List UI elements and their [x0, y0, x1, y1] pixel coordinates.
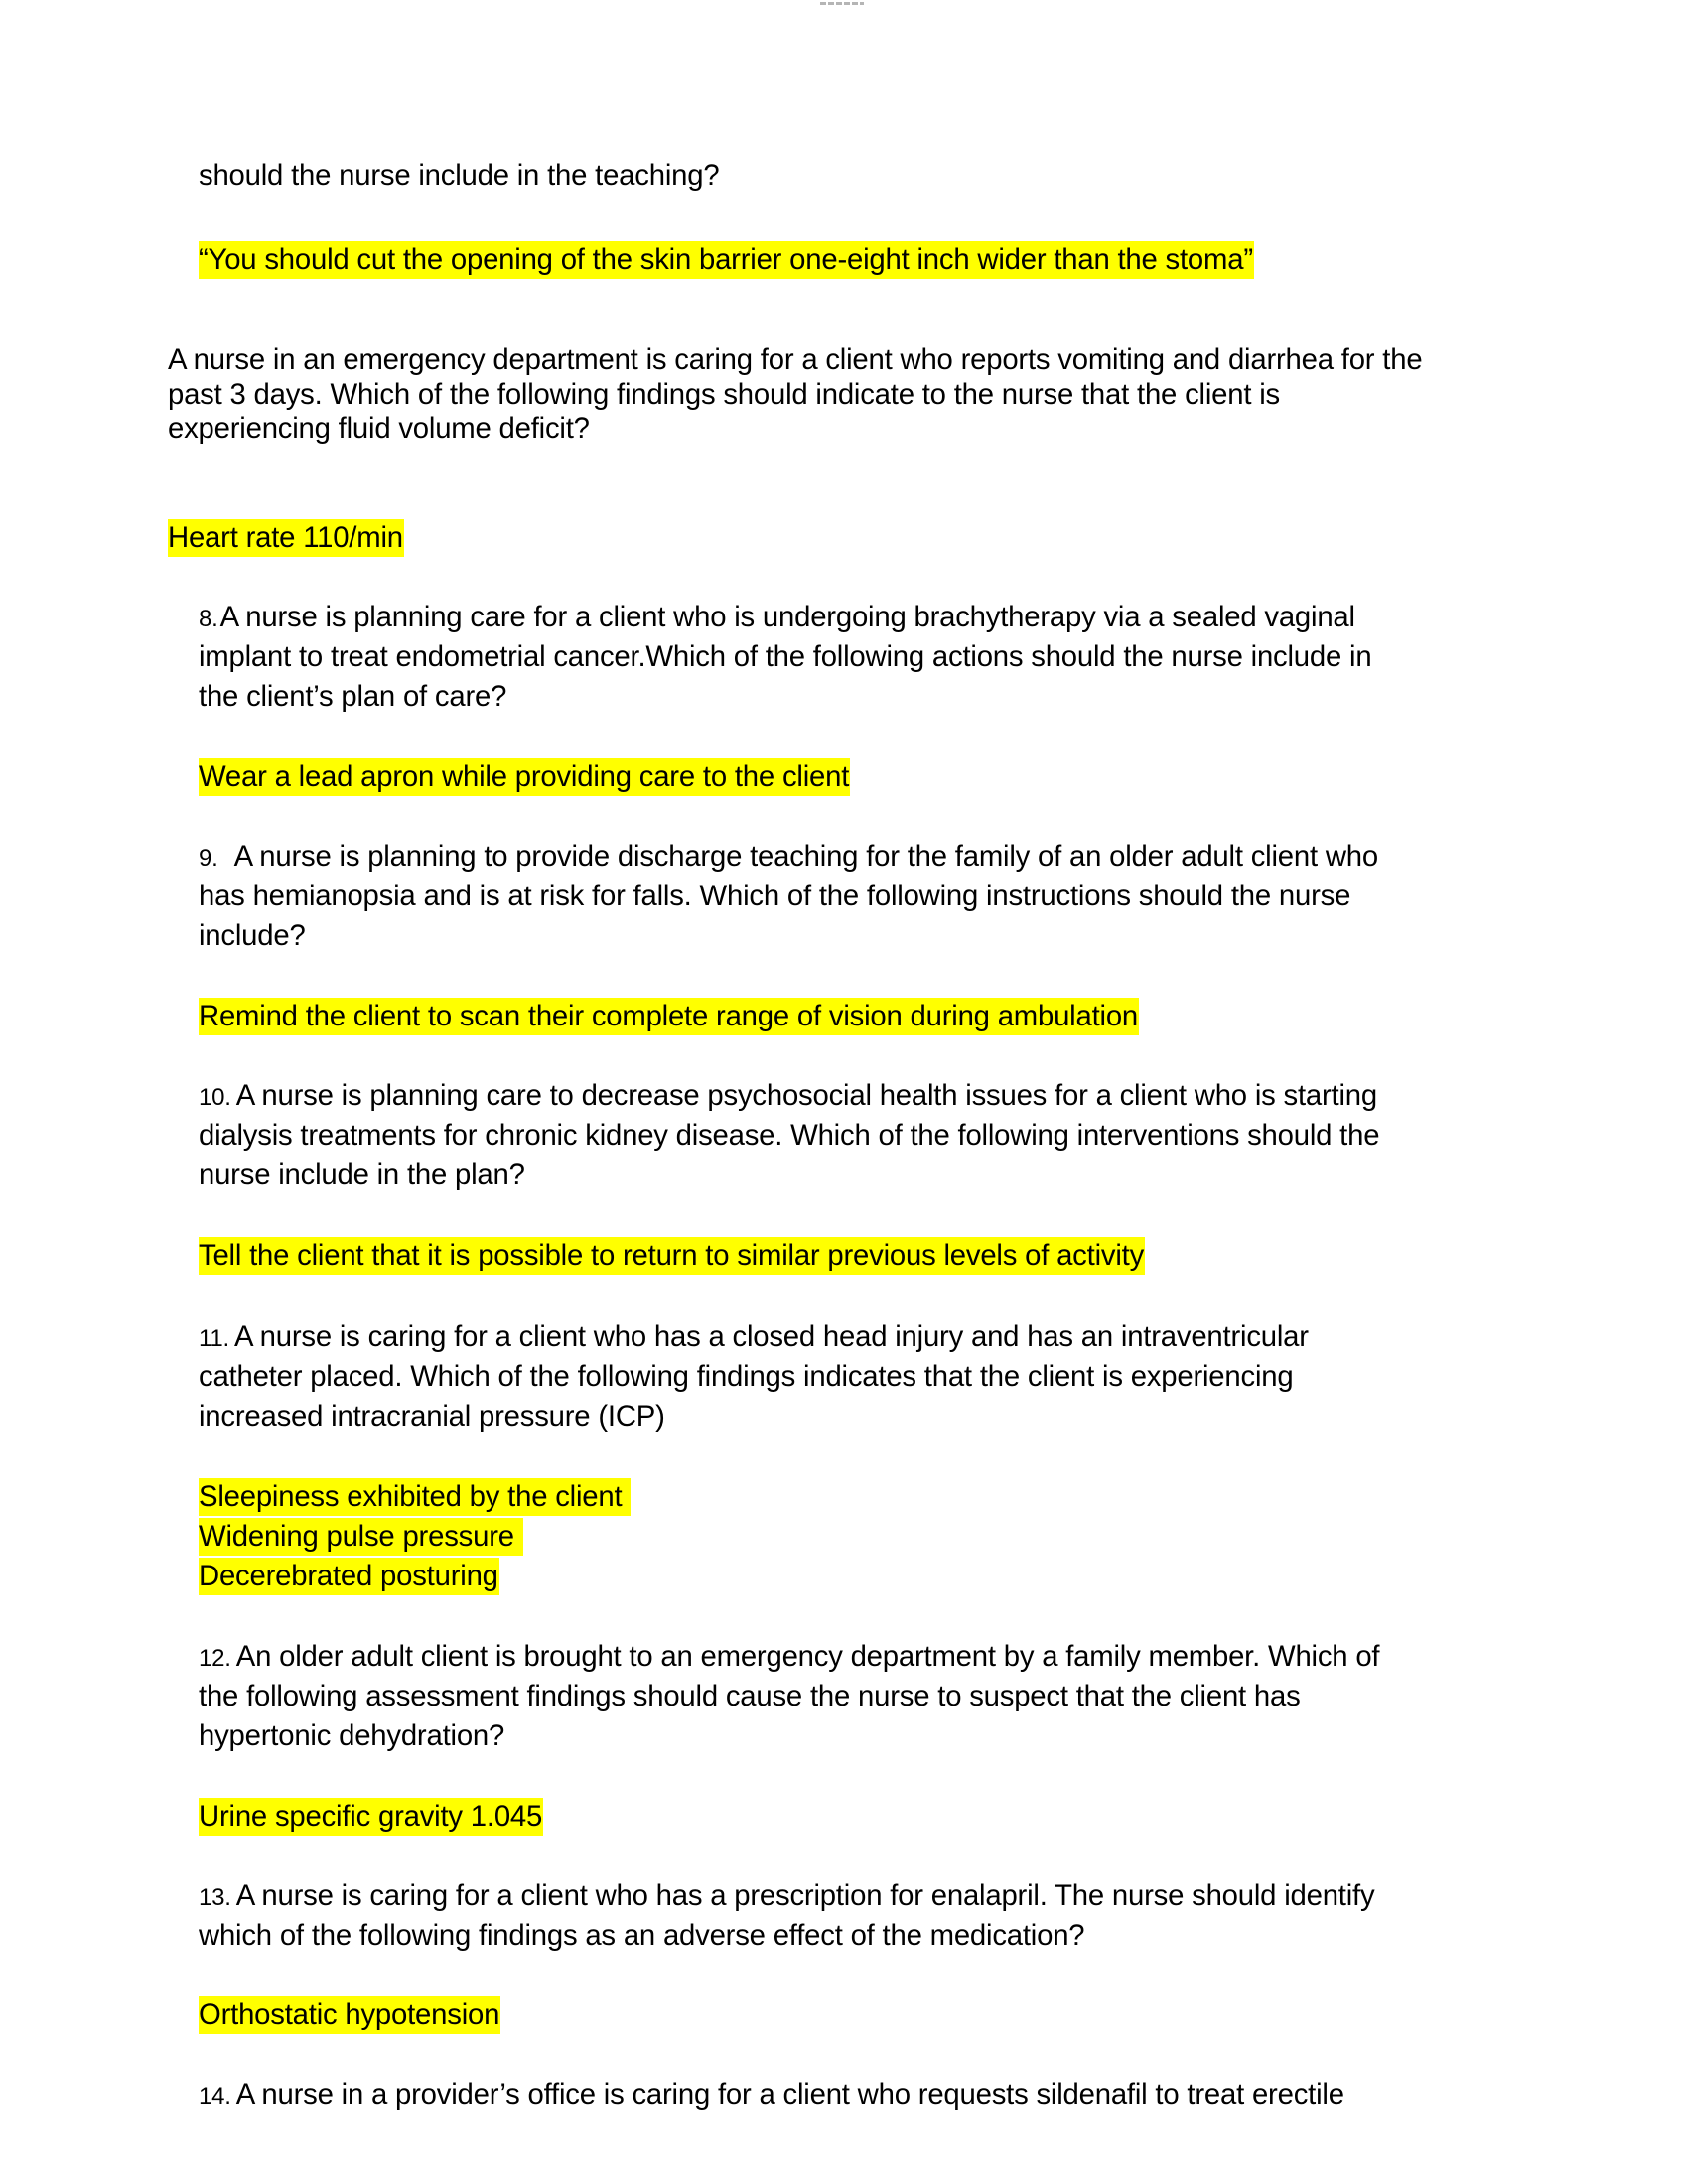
- question-text: A nurse is caring for a client who has a prescription for enalapril. The nurse should identify: [235, 1879, 1375, 1912]
- question-number: 13.: [199, 1884, 231, 1911]
- highlighted-answer: Tell the client that it is possible to return to similar previous levels of activity: [199, 1237, 1145, 1275]
- highlighted-answer: Sleepiness exhibited by the client: [199, 1478, 631, 1516]
- question-text-line: hypertonic dehydration?: [199, 1719, 505, 1752]
- question-12: [199, 1637, 1379, 1756]
- question-text-line: nurse include in the plan?: [199, 1159, 525, 1191]
- question-text-line: [199, 1637, 1379, 1677]
- header-text-mark: [820, 2, 864, 5]
- highlighted-answer: Urine specific gravity 1.045: [199, 1798, 543, 1836]
- question-number: 14.: [199, 2083, 231, 2110]
- question-11: [199, 1317, 1309, 1436]
- answer-9: [199, 998, 1139, 1035]
- question-number: 11.: [199, 1325, 229, 1352]
- answer-10: [199, 1237, 1145, 1275]
- question-text: A nurse in a provider’s office is caring for a client who requests sildenafil to treat erectile: [235, 2078, 1344, 2111]
- highlighted-answer: Widening pulse pressure: [199, 1518, 523, 1556]
- page-header-illegible: [820, 1, 864, 6]
- answer-13: [199, 1996, 500, 2034]
- question-text: A nurse is planning to provide discharge teaching for the family of an older adult client who: [233, 840, 1378, 873]
- answers-11: [199, 1478, 631, 1597]
- question-9: [199, 837, 1378, 956]
- question-text-line: [199, 1317, 1309, 1357]
- question-text: A nurse is caring for a client who has a closed head injury and has an intraventricular: [233, 1320, 1309, 1353]
- question-13: [199, 1876, 1374, 1956]
- question-text-line: A nurse in an emergency department is caring for a client who reports vomiting and diarrhea for the: [168, 343, 1423, 376]
- question-text-line: dialysis treatments for chronic kidney disease. Which of the following interventions should the: [199, 1119, 1380, 1152]
- question-14: [199, 2075, 1344, 2115]
- highlighted-answer: Heart rate 110/min: [168, 519, 404, 557]
- question-number: 10.: [199, 1084, 231, 1111]
- answer-12: [199, 1798, 543, 1836]
- question-text-line: [199, 598, 1371, 637]
- question-continuation: [199, 156, 719, 196]
- question-text-line: increased intracranial pressure (ICP): [199, 1400, 665, 1433]
- question-text-line: which of the following findings as an adverse effect of the medication?: [199, 1919, 1085, 1952]
- answer-continuation: [199, 241, 1254, 279]
- question-text: An older adult client is brought to an emergency department by a family member. Which of: [235, 1640, 1380, 1673]
- question-10: [199, 1076, 1379, 1195]
- question-text-line: [199, 837, 1378, 877]
- answer-unnumbered: [168, 519, 404, 557]
- highlighted-answer: Orthostatic hypotension: [199, 1996, 500, 2034]
- highlighted-answer: Remind the client to scan their complete range of vision during ambulation: [199, 998, 1139, 1035]
- question-text-line: has hemianopsia and is at risk for falls. Which of the following instructions should the nurse: [199, 880, 1351, 912]
- highlighted-answer: “You should cut the opening of the skin barrier one-eight inch wider than the stoma”: [199, 241, 1254, 279]
- question-text-line: the client’s plan of care?: [199, 680, 507, 713]
- question-unnumbered: [168, 343, 1422, 447]
- question-text-line: past 3 days. Which of the following findings should indicate to the nurse that the client is: [168, 377, 1280, 411]
- highlighted-answer: Wear a lead apron while providing care to the client: [199, 758, 850, 796]
- question-text-line: [199, 1076, 1379, 1116]
- question-text-line: experiencing fluid volume deficit?: [168, 412, 590, 445]
- question-number: 12.: [199, 1645, 231, 1672]
- answer-8: [199, 758, 850, 796]
- question-text-line: the following assessment findings should cause the nurse to suspect that the client has: [199, 1680, 1301, 1712]
- highlighted-answer: Decerebrated posturing: [199, 1558, 499, 1595]
- question-number: 8.: [199, 606, 218, 632]
- question-number: 9.: [199, 845, 218, 872]
- question-text-line: implant to treat endometrial cancer.Which of the following actions should the nurse include in: [199, 640, 1372, 673]
- question-text-line: [199, 2075, 1344, 2115]
- question-text-line: include?: [199, 919, 306, 952]
- question-8: [199, 598, 1371, 717]
- question-text-line: [199, 1876, 1374, 1916]
- question-text-line: should the nurse include in the teaching?: [199, 159, 720, 192]
- question-text-line: catheter placed. Which of the following findings indicates that the client is experiencing: [199, 1360, 1294, 1393]
- question-text: A nurse is planning care to decrease psychosocial health issues for a client who is starting: [235, 1079, 1377, 1112]
- question-text: A nurse is planning care for a client who is undergoing brachytherapy via a sealed vaginal: [219, 601, 1355, 633]
